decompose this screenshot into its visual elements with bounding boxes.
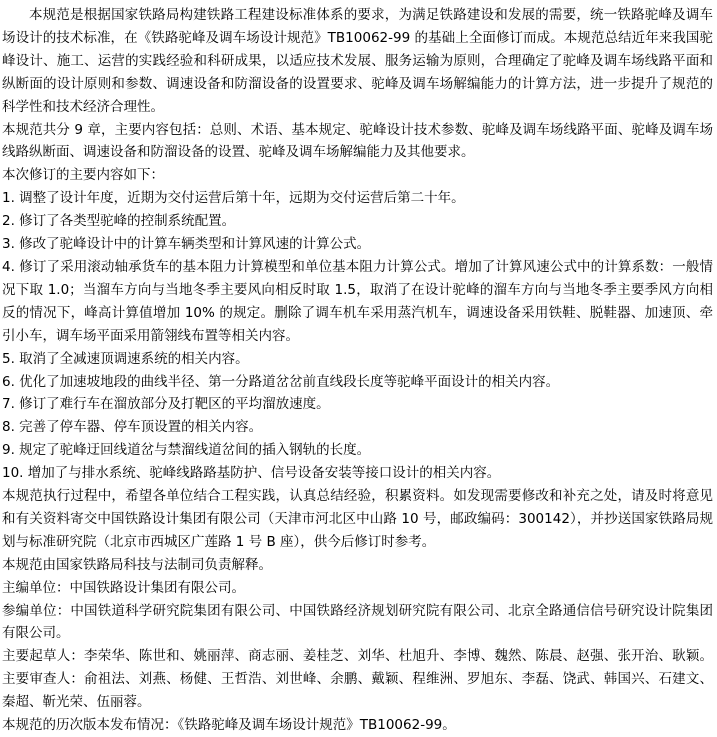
revision-item-5: 5. 取消了全减速顶调速系统的相关内容。	[2, 350, 249, 367]
contents-summary-paragraph: 本规范共分 9 章，主要内容包括：总则、术语、基本规定、驼峰设计技术参数、驼峰及调车场线路平面、驼峰及调车场线路纵断面、调速设备和防溜设备的设置、驼峰及调车场解编能力及其他要求。	[2, 121, 713, 161]
revision-item-7: 7. 修订了难行车在溜放部分及打靶区的平均溜放速度。	[2, 396, 330, 413]
interpretation-paragraph: 本规范由国家铁路局科技与法制司负责解释。	[2, 556, 272, 573]
version-history-paragraph: 本规范的历次版本发布情况：《铁路驼峰及调车场设计规范》TB10062-99。	[2, 717, 456, 734]
revision-item-4: 4. 修订了采用滚动轴承货车的基本阻力计算模型和单位基本阻力计算公式。增加了计算风速公式中的计算系数：一般情况下取 1.0；当溜车方向与当地冬季主要风向相反时取 1.5，取消了在设计驼峰的溜车方向与当地冬季主要季风方向相反的情况下，峰高计算值增加 10% 的规定。删除了调车机车采用蒸汽机车，调速设备采用铁鞋、脱鞋器、加速顶、牵引小车，调车场平面采用箭翎线布置等相关内容。	[2, 258, 713, 344]
revision-item-2: 2. 修订了各类型驼峰的控制系统配置。	[2, 213, 236, 230]
revision-item-8: 8. 完善了停车器、停车顶设置的相关内容。	[2, 419, 263, 436]
chief-editor-unit: 主编单位：中国铁路设计集团有限公司。	[2, 579, 245, 596]
revision-item-9: 9. 规定了驼峰迂回线道岔与禁溜线道岔间的插入钢轨的长度。	[2, 442, 371, 459]
drafters-and-reviewers: 主要起草人：李荣华、陈世和、姚丽萍、商志丽、姜桂芝、刘华、杜旭升、李博、魏然、陈晨、赵强、张开治、耿颖。主要审查人：俞祖法、刘燕、杨健、王哲浩、刘世峰、余鹏、戴颖、程维洲、罗旭东、李磊、饶武、韩国兴、石建文、秦超、靳光荣、伍丽蓉。	[2, 648, 713, 711]
participating-units: 参编单位：中国铁道科学研究院集团有限公司、中国铁路经济规划研究院有限公司、北京全路通信信号研究设计院集团有限公司。	[2, 602, 713, 642]
revision-item-3: 3. 修改了驼峰设计中的计算车辆类型和计算风速的计算公式。	[2, 236, 371, 253]
revision-item-1: 1. 调整了设计年度，近期为交付运营后第十年，远期为交付运营后第二十年。	[2, 190, 465, 207]
feedback-paragraph: 本规范执行过程中，希望各单位结合工程实践，认真总结经验，积累资料。如发现需要修改和补充之处，请及时将意见和有关资料寄交中国铁路设计集团有限公司（天津市河北区中山路 10 号，邮政编码：300142），并抄送国家铁路局规划与标准研究院（北京市西城区广莲路 1 号 B 座），供今后修订时参考。	[2, 488, 713, 550]
preface-paragraph: 本规范是根据国家铁路局构建铁路工程建设标准体系的要求，为满足铁路建设和发展的需要，统一铁路驼峰及调车场设计的技术标准，在《铁路驼峰及调车场设计规范》TB10062-99 的基础上全面修订而成。本规范总结近年来我国驼峰设计、施工、运营的实践经验和科研成果，以适应技术发展、服务运输为原则，合理确定了驼峰及调车场线路平面和纵断面的设计原则和参数、调速设备和防溜设备的设置要求、驼峰及调车场解编能力的计算方法，进一步提升了规范的科学性和技术经济合理性。	[2, 7, 713, 115]
revision-item-10: 10. 增加了与排水系统、驼峰线路路基防护、信号设备安装等接口设计的相关内容。	[2, 465, 501, 482]
revision-item-6: 6. 优化了加速坡地段的曲线半径、第一分路道岔岔前直线段长度等驼峰平面设计的相关内容。	[2, 373, 560, 390]
revision-intro-paragraph: 本次修订的主要内容如下：	[2, 167, 164, 184]
